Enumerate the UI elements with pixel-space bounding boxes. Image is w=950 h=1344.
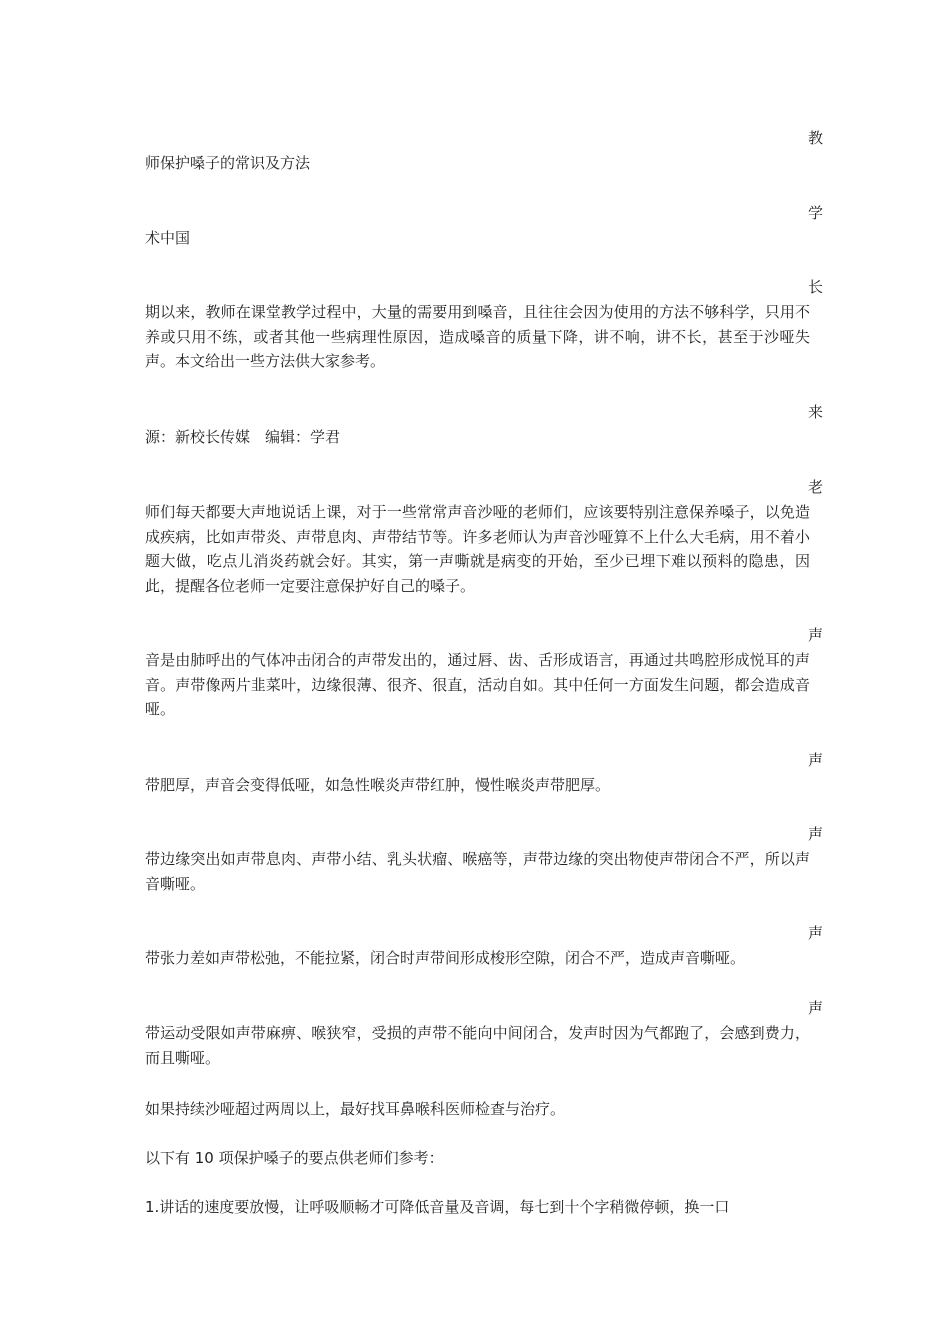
paragraph: 以下有 10 项保护嗓子的要点供老师们参考：: [145, 1149, 444, 1167]
section-text: 术中国: [145, 229, 191, 247]
section-first-char: 长: [808, 278, 824, 296]
section-first-char: 声: [808, 999, 824, 1017]
section-first-char: 来: [808, 403, 824, 421]
section-text: 期以来，教师在课堂教学过程中，大量的需要用到嗓音，且往往会因为使用的方法不够科学，只用不养或只用不练，或者其他一些病理性原因，造成嗓音的质量下降，讲不响，讲不长，甚至于沙哑失声。本文给出一些方法供大家参考。: [145, 303, 810, 370]
section-first-char: 老: [808, 478, 824, 496]
section-text: 带边缘突出如声带息肉、声带小结、乳头状瘤、喉癌等，声带边缘的突出物使声带闭合不严，所以声音嘶哑。: [145, 850, 810, 893]
title-first-char: 教: [808, 129, 824, 147]
paragraph: 如果持续沙哑超过两周以上，最好找耳鼻喉科医师检查与治疗。: [145, 1100, 566, 1118]
section-text: 源：新校长传媒 编辑：学君: [145, 428, 341, 446]
section-first-char: 声: [808, 626, 824, 644]
section-text: 师们每天都要大声地说话上课，对于一些常常声音沙哑的老师们，应该要特别注意保养嗓子，以免造成疾病，比如声带炎、声带息肉、声带结节等。许多老师认为声音沙哑算不上什么大毛病，用不着小题大做，吃点儿消炎药就会好。其实，第一声嘶就是病变的开始，至少已埋下难以预料的隐患，因此，提醒各位老师一定要注意保护好自己的嗓子。: [145, 503, 810, 595]
section-first-char: 声: [808, 924, 824, 942]
section-text: 带肥厚，声音会变得低哑，如急性喉炎声带红肿，慢性喉炎声带肥厚。: [145, 776, 611, 794]
section-first-char: 声: [808, 825, 824, 843]
paragraph: 1.讲话的速度要放慢，让呼吸顺畅才可降低音量及音调，每七到十个字稍微停顿，换一口: [145, 1198, 730, 1216]
section-text: 带运动受限如声带麻痹、喉狭窄，受损的声带不能向中间闭合，发声时因为气都跑了，会感到费力，而且嘶哑。: [145, 1024, 810, 1067]
section-text: 带张力差如声带松弛，不能拉紧，闭合时声带间形成梭形空隙，闭合不严，造成声音嘶哑。: [145, 949, 746, 967]
section-first-char: 学: [808, 204, 824, 222]
section-first-char: 声: [808, 751, 824, 769]
document-title: 师保护嗓子的常识及方法: [145, 154, 311, 172]
section-text: 音是由肺呼出的气体冲击闭合的声带发出的，通过唇、齿、舌形成语言，再通过共鸣腔形成悦耳的声音。声带像两片韭菜叶，边缘很薄、很齐、很直，活动自如。其中任何一方面发生问题，都会造成音哑。: [145, 651, 810, 718]
